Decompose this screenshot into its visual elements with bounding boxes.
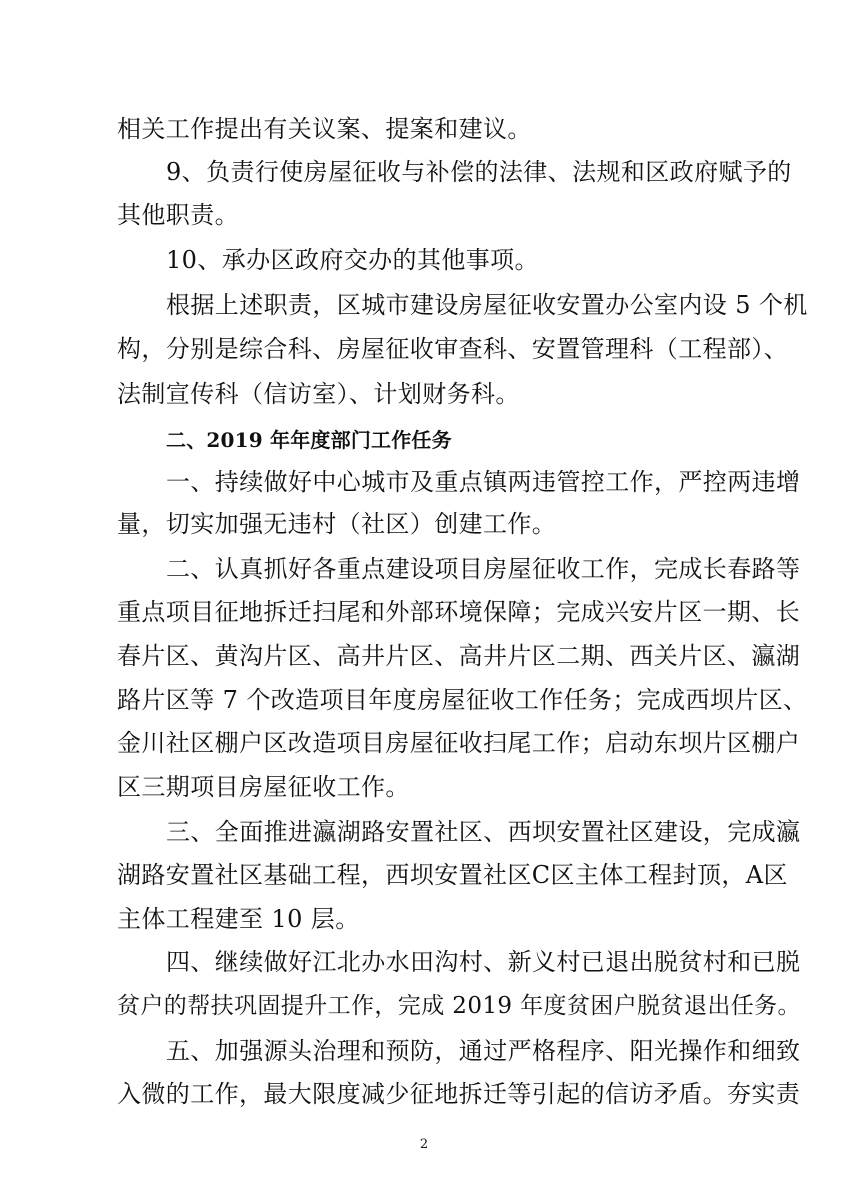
text-line-3: 其他职责。 — [117, 201, 239, 229]
text-line-12: 重点项目征地拆迁扫尾和外部环境保障；完成兴安片区一期、长 — [117, 598, 801, 626]
text-line-18: 湖路安置社区基础工程，西坝安置社区C区主体工程封顶，A区 — [117, 861, 788, 889]
text-line-5: 根据上述职责，区城市建设房屋征收安置办公室内设 5 个机 — [166, 291, 808, 319]
text-line-1: 相关工作提出有关议案、提案和建议。 — [117, 115, 532, 143]
text-line-4: 10、承办区政府交办的其他事项。 — [166, 246, 539, 274]
page-number: 2 — [419, 1137, 429, 1152]
text-line-13: 春片区、黄沟片区、高井片区、高井片区二期、西关片区、瀛湖 — [117, 642, 801, 670]
text-line-14: 路片区等 7 个改造项目年度房屋征收工作任务；完成西坝片区、 — [117, 686, 808, 714]
text-line-17: 三、全面推进瀛湖路安置社区、西坝安置社区建设，完成瀛 — [166, 818, 801, 846]
text-line-2: 9、负责行使房屋征收与补偿的法律、法规和区政府赋予的 — [166, 158, 792, 186]
text-line-20: 四、继续做好江北办水田沟村、新义村已退出脱贫村和已脱 — [166, 948, 801, 976]
text-line-9: 一、持续做好中心城市及重点镇两违管控工作，严控两违增 — [166, 468, 801, 496]
text-line-15: 金川社区棚户区改造项目房屋征收扫尾工作；启动东坝片区棚户 — [117, 729, 801, 757]
text-line-19: 主体工程建至 10 层。 — [117, 905, 360, 933]
text-line-10: 量，切实加强无违村（社区）创建工作。 — [117, 510, 557, 538]
text-line-6: 构，分别是综合科、房屋征收审查科、安置管理科（工程部）、 — [117, 335, 789, 363]
text-line-16: 区三期项目房屋征收工作。 — [117, 773, 410, 801]
text-line-21: 贫户的帮扶巩固提升工作，完成 2019 年度贫困户脱贫退出任务。 — [117, 993, 801, 1019]
section-heading: 二、2019 年年度部门工作任务 — [166, 428, 452, 452]
text-line-22: 五、加强源头治理和预防，通过严格程序、阳光操作和细致 — [166, 1037, 801, 1065]
text-line-7: 法制宣传科（信访室）、计划财务科。 — [117, 380, 520, 408]
text-line-11: 二、认真抓好各重点建设项目房屋征收工作，完成长春路等 — [166, 555, 801, 583]
text-line-23: 入微的工作，最大限度减少征地拆迁等引起的信访矛盾。夯实责 — [117, 1080, 801, 1108]
